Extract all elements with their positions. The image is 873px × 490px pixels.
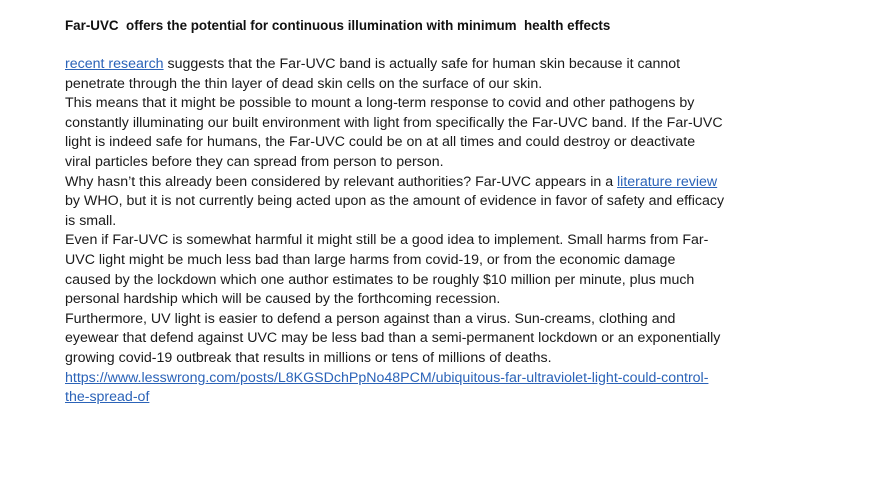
paragraph-illumination: This means that it might be possible to mount a long-term response to covid and other pathogens by constantly illuminating our built environment with light from specifically the Far-UVC band. If the Far-UVC light is indeed safe for humans, the Far-UVC could be on at all times and could destroy or deactivate viral particles before they can spread from person to person. [65, 95, 723, 170]
literature-review-link[interactable]: literature review [617, 173, 718, 190]
document-title: Far-UVC offers the potential for continuous illumination with minimum health effects [65, 18, 611, 33]
paragraph-authorities-text-after: by WHO, but it is not currently being acted upon as the amount of evidence in favor of safety and efficacy is small. [65, 193, 725, 229]
paragraph-authorities-text-before: Why hasn’t this already been considered by relevant authorities? Far-UVC appears in a [65, 173, 618, 190]
paragraph-source [65, 369, 725, 408]
paragraph-research [65, 55, 725, 94]
source-url-link[interactable]: https://www.lesswrong.com/posts/L8KGSDchPpNo48PCM/ubiquitous-far-ultraviolet-light-could-control-the-spread-of [65, 369, 709, 406]
document [65, 16, 725, 408]
document-body [65, 55, 725, 408]
recent-research-link[interactable]: recent research [65, 56, 164, 72]
paragraph-harms: Even if Far-UVC is somewhat harmful it might still be a good idea to implement. Small harms from Far-UVC light might be much less bad than large harms from covid-19, or from the economic damage caused by the lockdown which one author estimates to be roughly $10 million per minute, plus much personal hardship which will be caused by the forthcoming recession. [65, 232, 709, 308]
paragraph-authorities [65, 173, 725, 232]
paragraph-defense: Furthermore, UV light is easier to defend a person against than a virus. Sun-creams, clothing and eyewear that defend against UVC may be less bad than a semi-permanent lockdown or an exponentially growing covid-19 outbreak that results in millions or tens of millions of deaths. [65, 310, 721, 366]
paragraph-research-text: suggests that the Far-UVC band is actually safe for human skin because it cannot penetrate through the thin layer of dead skin cells on the surface of our skin. [65, 56, 681, 92]
